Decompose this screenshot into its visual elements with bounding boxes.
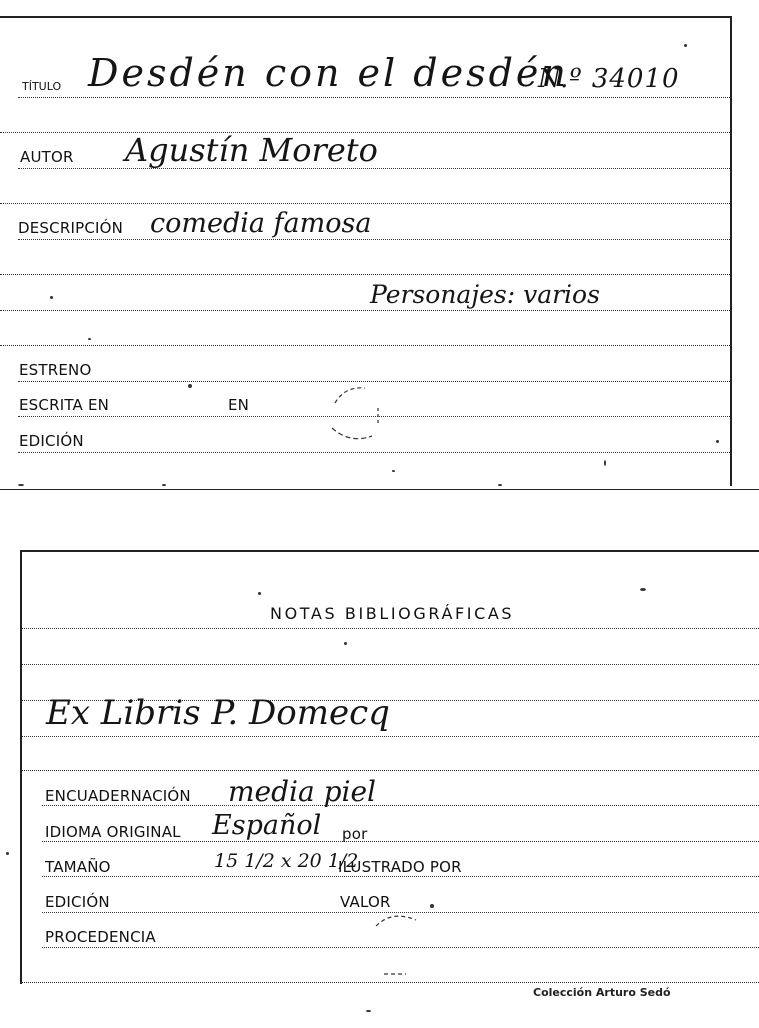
encuadernacion-label: ENCUADERNACIÓN xyxy=(45,787,191,805)
rule-3 xyxy=(0,274,730,275)
en-label: EN xyxy=(228,396,250,414)
card-top-edge xyxy=(20,550,759,552)
rule-encuadernacion xyxy=(42,805,759,806)
tamano-label: TAMAÑO xyxy=(45,858,111,876)
speck xyxy=(366,1010,371,1012)
notas-heading: NOTAS BIBLIOGRÁFICAS xyxy=(270,604,515,623)
speck xyxy=(258,592,261,595)
speck xyxy=(640,588,646,591)
titulo-number: N.º 34010 xyxy=(538,64,680,94)
encuadernacion-value: media piel xyxy=(228,775,376,808)
rule-descripcion xyxy=(18,239,730,240)
speck xyxy=(6,852,9,855)
card-bottom-edge xyxy=(0,489,759,490)
speck xyxy=(430,904,434,908)
card-left-edge xyxy=(20,550,22,984)
estreno-label: ESTRENO xyxy=(19,361,92,379)
rule-edicion xyxy=(18,452,730,453)
speck xyxy=(344,642,347,645)
rule-titulo xyxy=(18,97,730,98)
procedencia-label: PROCEDENCIA xyxy=(45,928,156,946)
speck xyxy=(188,384,192,388)
titulo-value: Desdén con el desdén xyxy=(88,51,569,95)
edicion-label: EDICIÓN xyxy=(19,432,84,450)
ex-libris-note: Ex Libris P. Domecq xyxy=(46,693,390,733)
catalog-card-bottom xyxy=(0,540,759,1028)
tamano-value: 15 1/2 x 20 1/2 xyxy=(214,850,359,872)
speck xyxy=(88,338,91,340)
ilustrado-por-label: ILUSTRADO POR xyxy=(338,858,462,876)
speck xyxy=(18,484,24,486)
coleccion-footer: Colección Arturo Sedó xyxy=(533,986,671,999)
speck xyxy=(50,296,53,299)
rule-personajes xyxy=(0,310,730,311)
speck xyxy=(162,484,166,486)
autor-value: Agustín Moreto xyxy=(125,131,378,169)
punch-hole-icon xyxy=(366,906,430,982)
speck xyxy=(684,44,687,47)
rule-note xyxy=(22,736,759,737)
titulo-label: TÍTULO xyxy=(22,80,62,93)
card-top-edge xyxy=(0,16,732,18)
speck xyxy=(716,440,719,443)
speck xyxy=(392,470,395,472)
escrita-en-label: ESCRITA EN xyxy=(19,396,110,414)
rule-3 xyxy=(22,770,759,771)
descripcion-label: DESCRIPCIÓN xyxy=(18,219,124,237)
rule-idioma xyxy=(42,841,759,842)
edicion-label: EDICIÓN xyxy=(45,893,110,911)
valor-label: VALOR xyxy=(340,893,391,911)
catalog-card-top xyxy=(0,0,759,492)
rule-tamano xyxy=(42,876,759,877)
idioma-original-value: Español xyxy=(212,810,322,841)
card-right-edge xyxy=(730,18,732,486)
rule-bottom xyxy=(22,982,759,983)
por-label: por xyxy=(342,825,368,843)
rule-heading xyxy=(22,628,759,629)
speck xyxy=(498,484,502,486)
rule-4 xyxy=(0,345,730,346)
rule-2 xyxy=(0,203,730,204)
descripcion-value: comedia famosa xyxy=(150,208,372,239)
autor-label: AUTOR xyxy=(20,148,74,166)
rule-1 xyxy=(22,664,759,665)
personajes-value: Personajes: varios xyxy=(370,280,600,309)
speck xyxy=(604,460,606,466)
punch-hole-icon xyxy=(320,378,390,448)
idioma-original-label: IDIOMA ORIGINAL xyxy=(45,823,181,841)
